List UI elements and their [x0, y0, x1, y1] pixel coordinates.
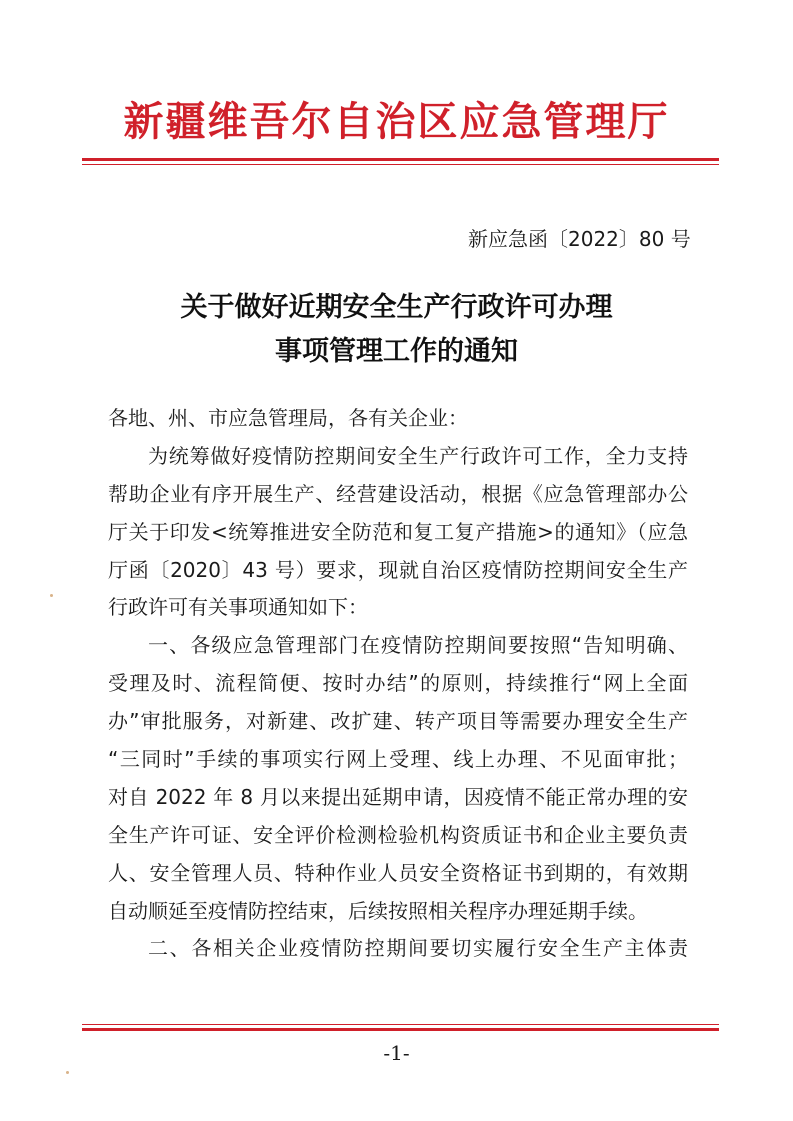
- body-line: 全生产许可证、安全评价检测检验机构资质证书和企业主要负责: [108, 822, 688, 847]
- body-line: 受理及时、流程简便、按时办结”的原则，持续推行“网上全面: [108, 671, 688, 696]
- body-line: 厅函〔2020〕43 号）要求，现就自治区疫情防控期间安全生产: [108, 557, 688, 582]
- document-title: [0, 286, 793, 374]
- footer-rule-thick: [82, 1028, 719, 1031]
- body-line: 厅关于印发<统筹推进安全防范和复工复产措施>的通知》（应急: [108, 519, 688, 544]
- body-line: 行政许可有关事项通知如下：: [108, 595, 368, 620]
- scan-speck: [66, 1071, 69, 1074]
- body-line: 办”审批服务，对新建、改扩建、转产项目等需要办理安全生产: [108, 709, 688, 734]
- document-body: [108, 400, 688, 968]
- body-line: 人、安全管理人员、特种作业人员安全资格证书到期的，有效期: [108, 860, 688, 885]
- body-line: 一、各级应急管理部门在疫情防控期间要按照“告知明确、: [148, 633, 688, 658]
- scan-speck: [50, 594, 53, 597]
- body-line: “三同时”手续的事项实行网上受理、线上办理、不见面审批；: [108, 747, 688, 772]
- header-rule-thick: [82, 158, 719, 161]
- body-line: 为统筹做好疫情防控期间安全生产行政许可工作，全力支持: [148, 443, 688, 468]
- issuer-header: 新疆维吾尔自治区应急管理厅: [123, 98, 670, 145]
- body-line: 对自 2022 年 8 月以来提出延期申请，因疫情不能正常办理的安: [108, 784, 688, 809]
- body-line: 自动顺延至疫情防控结束，后续按照相关程序办理延期手续。: [108, 898, 648, 923]
- salutation: 各地、州、市应急管理局，各有关企业：: [108, 406, 468, 430]
- document-title-line-2: 事项管理工作的通知: [275, 336, 518, 367]
- header-rule-thin: [82, 164, 719, 165]
- body-line: 帮助企业有序开展生产、经营建设活动，根据《应急管理部办公: [108, 481, 688, 506]
- document-number: 新应急函〔2022〕80 号: [468, 227, 691, 251]
- page-number: -1-: [383, 1041, 410, 1065]
- document-title-line-1: 关于做好近期安全生产行政许可办理: [180, 292, 613, 323]
- body-line: 二、各相关企业疫情防控期间要切实履行安全生产主体责: [148, 936, 688, 961]
- footer-rule-thin: [82, 1024, 719, 1025]
